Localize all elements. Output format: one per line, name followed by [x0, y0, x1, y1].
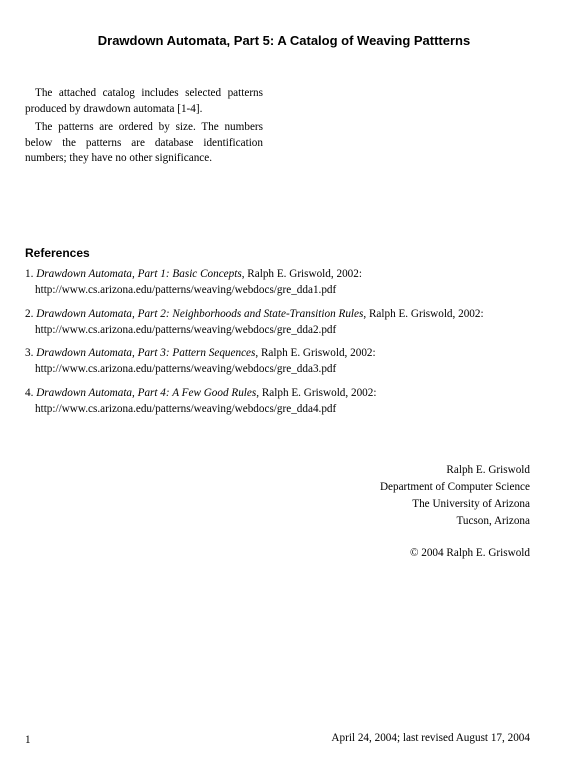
page-number: 1 [25, 734, 31, 746]
reference-details: , Ralph E. Griswold, 2002: [363, 308, 484, 320]
reference-url[interactable]: http://www.cs.arizona.edu/patterns/weaving/webdocs/gre_dda4.pdf [35, 403, 337, 415]
reference-title: Drawdown Automata, Part 2: Neighborhoods and State-Transition Rules [36, 308, 364, 320]
reference-details: , Ralph E. Griswold, 2002: [256, 387, 377, 399]
copyright-notice: © 2004 Ralph E. Griswold [409, 547, 530, 559]
revision-date: April 24, 2004; last revised August 17, 2004 [331, 732, 530, 744]
reference-number: 3. [25, 347, 34, 359]
references-heading: References [25, 246, 90, 260]
reference-url[interactable]: http://www.cs.arizona.edu/patterns/weaving/webdocs/gre_dda2.pdf [35, 324, 337, 336]
intro-section [25, 86, 263, 170]
reference-4 [25, 385, 545, 417]
author-university: The University of Arizona [412, 498, 530, 510]
reference-title: Drawdown Automata, Part 1: Basic Concepts [36, 268, 242, 280]
reference-3 [25, 345, 545, 377]
reference-details: , Ralph E. Griswold, 2002: [241, 268, 362, 280]
reference-number: 4. [25, 387, 34, 399]
reference-title: Drawdown Automata, Part 3: Pattern Sequences [36, 347, 256, 359]
reference-1 [25, 266, 545, 298]
author-department: Department of Computer Science [379, 481, 530, 493]
author-location: Tucson, Arizona [456, 515, 530, 527]
intro-paragraph-1: The attached catalog includes selected patterns produced by drawdown automata [1-4]. [25, 87, 263, 115]
intro-paragraph-2: The patterns are ordered by size. The numbers below the patterns are database identification numbers; they have no other significance. [25, 121, 263, 164]
reference-number: 2. [25, 308, 34, 320]
reference-url[interactable]: http://www.cs.arizona.edu/patterns/weaving/webdocs/gre_dda1.pdf [35, 284, 337, 296]
author-name: Ralph E. Griswold [446, 464, 530, 476]
document-title: Drawdown Automata, Part 5: A Catalog of Weaving Pattterns [97, 33, 471, 48]
reference-title: Drawdown Automata, Part 4: A Few Good Rules [36, 387, 257, 399]
reference-details: , Ralph E. Griswold, 2002: [255, 347, 376, 359]
reference-url[interactable]: http://www.cs.arizona.edu/patterns/weaving/webdocs/gre_dda3.pdf [35, 363, 337, 375]
reference-2 [25, 306, 545, 338]
reference-number: 1. [25, 268, 34, 280]
